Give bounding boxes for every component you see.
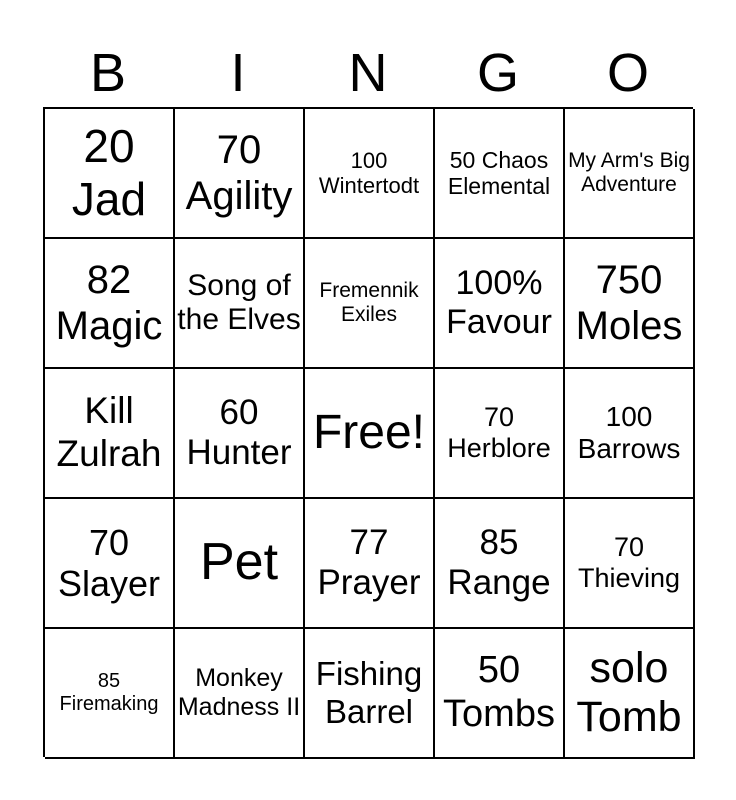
bingo-cell[interactable] — [565, 499, 695, 629]
bingo-cell-text: 70 Herblore — [447, 401, 551, 463]
bingo-cell[interactable] — [305, 369, 435, 499]
bingo-cell-text: Song of the Elves — [177, 268, 301, 336]
bingo-cell-text: 60 Hunter — [186, 392, 292, 472]
bingo-cell[interactable] — [45, 499, 175, 629]
bingo-cell-text: Fishing Barrel — [315, 655, 423, 730]
bingo-cell[interactable] — [565, 629, 695, 759]
header-letter-b: B — [89, 43, 127, 103]
bingo-cell[interactable] — [175, 239, 305, 369]
bingo-cell[interactable] — [435, 499, 565, 629]
bingo-cell-text: 20 Jad — [71, 120, 147, 225]
header-letter-g: G — [476, 43, 519, 103]
bingo-cell-text: 82 Magic — [55, 258, 163, 348]
bingo-cell[interactable] — [305, 239, 435, 369]
bingo-cell-text: 100% Favour — [446, 263, 552, 341]
bingo-cell[interactable] — [565, 109, 695, 239]
bingo-cell-text: Kill Zulrah — [56, 390, 162, 474]
bingo-cell[interactable] — [435, 369, 565, 499]
header-letter-n: N — [348, 43, 388, 103]
bingo-cell-text: 70 Slayer — [57, 521, 161, 604]
bingo-cell-text: Fremennik Exiles — [319, 278, 419, 326]
bingo-cell-text: Monkey Madness II — [177, 664, 301, 721]
bingo-cell[interactable] — [45, 369, 175, 499]
bingo-cell-text: 50 Chaos Elemental — [447, 146, 551, 199]
bingo-cell-text: 100 Wintertodt — [318, 147, 420, 198]
bingo-cell-text: 50 Tombs — [443, 649, 555, 735]
bingo-cell[interactable] — [565, 239, 695, 369]
bingo-cell[interactable] — [305, 499, 435, 629]
bingo-cell-text: 70 Thieving — [577, 531, 681, 593]
bingo-cell-text: 70 Agility — [185, 128, 293, 218]
bingo-cell[interactable] — [45, 109, 175, 239]
bingo-cell[interactable] — [435, 239, 565, 369]
bingo-cell[interactable] — [175, 629, 305, 759]
bingo-header — [43, 40, 693, 106]
bingo-cell-text: My Arm's Big Adventure — [568, 148, 690, 196]
bingo-grid — [43, 107, 693, 757]
bingo-cell-text: 77 Prayer — [317, 522, 421, 602]
bingo-cell-text: Pet — [199, 533, 279, 592]
bingo-cell-text: solo Tomb — [576, 643, 682, 741]
header-letter-i: I — [230, 43, 246, 103]
bingo-cell[interactable] — [45, 629, 175, 759]
bingo-cell[interactable] — [175, 109, 305, 239]
bingo-cell[interactable] — [305, 109, 435, 239]
bingo-cell[interactable] — [175, 369, 305, 499]
header-letter-o: O — [606, 43, 649, 103]
bingo-cell-text: 100 Barrows — [577, 400, 681, 464]
bingo-cell[interactable] — [305, 629, 435, 759]
bingo-cell-text: 85 Range — [447, 522, 551, 602]
bingo-cell-text: 750 Moles — [575, 258, 683, 348]
bingo-cell[interactable] — [435, 109, 565, 239]
bingo-cell[interactable] — [175, 499, 305, 629]
bingo-cell-text: 85 Firemaking — [59, 670, 159, 715]
bingo-cell[interactable] — [435, 629, 565, 759]
bingo-cell-text: Free! — [312, 406, 426, 460]
bingo-cell[interactable] — [565, 369, 695, 499]
bingo-cell[interactable] — [45, 239, 175, 369]
